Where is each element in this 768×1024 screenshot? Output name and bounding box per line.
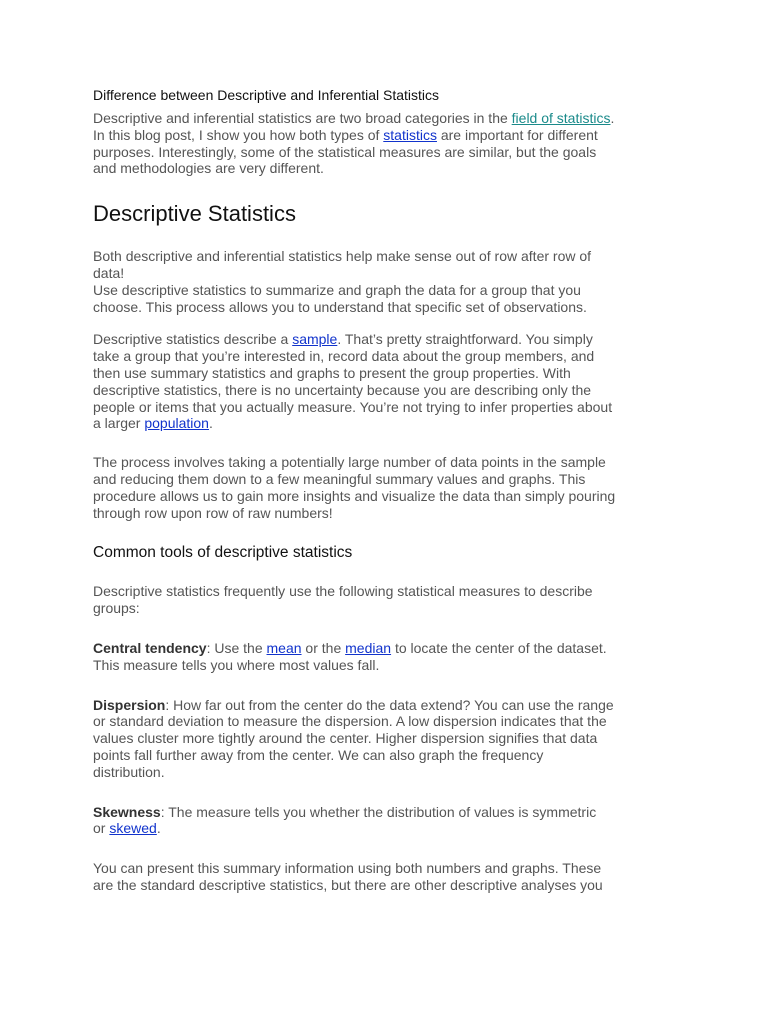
p2-text: . That’s pretty straightforward. You simply: [337, 331, 593, 348]
p2-text: .: [208, 415, 213, 432]
p5-line-2: are the standard descriptive statistics, but there are other descriptive analyses you: [93, 876, 603, 893]
median-link[interactable]: median: [345, 639, 392, 656]
p3-line-2: and reducing them down to a few meaningful summary values and graphs. This: [93, 470, 586, 487]
document-page: [93, 86, 673, 894]
skewness-line-2: [93, 820, 673, 837]
skewness-item: [93, 804, 673, 838]
p4-line-1: Descriptive statistics frequently use the following statistical measures to describe: [93, 583, 593, 600]
paragraph-3: [93, 454, 673, 521]
intro-line-3: purposes. Interestingly, some of the statistical measures are similar, but the goals: [93, 143, 597, 160]
p3-line-1: The process involves taking a potentially large number of data points in the sample: [93, 454, 606, 471]
p1-line-1: Both descriptive and inferential statistics help make sense out of row after row of: [93, 248, 592, 265]
intro-paragraph: [93, 110, 673, 177]
skewness-text: : The measure tells you whether the distribution of values is symmetric: [160, 803, 597, 820]
subheading: Common tools of descriptive statistics: [93, 544, 353, 562]
intro-text: Descriptive and inferential statistics are two broad categories in the: [93, 110, 512, 126]
dispersion-item: [93, 697, 673, 781]
skewed-link[interactable]: skewed: [109, 820, 157, 837]
p1-line-4: choose. This process allows you to understand that specific set of observations.: [93, 298, 587, 315]
intro-line-1: [93, 110, 673, 127]
p2-line-1: [93, 331, 673, 348]
p2-line-4: descriptive statistics, there is no uncertainty because you are describing only the: [93, 381, 592, 398]
skewness-text: or: [93, 820, 110, 837]
p5-line-1: You can present this summary information using both numbers and graphs. These: [93, 860, 602, 877]
central-text: or the: [301, 639, 346, 656]
dispersion-text: : How far out from the center do the data extend? You can use the range: [165, 696, 614, 713]
central-line-2: This measure tells you where most values fall.: [93, 656, 380, 673]
intro-line-4: and methodologies are very different.: [93, 160, 324, 177]
p3-line-3: procedure allows us to gain more insights and visualize the data than simply pouring: [93, 487, 616, 504]
central-tendency-item: [93, 640, 673, 674]
document-title: Difference between Descriptive and Inferential Statistics: [93, 87, 440, 103]
skewness-term: Skewness: [93, 803, 161, 820]
dispersion-term: Dispersion: [93, 696, 166, 713]
intro-text: .: [610, 110, 615, 126]
p2-line-6: [93, 415, 673, 432]
dispersion-line-1: [93, 697, 673, 714]
paragraph-2: [93, 331, 673, 432]
paragraph-1: [93, 248, 673, 315]
dispersion-line-3: values cluster more tightly around the center. Higher dispersion signifies that data: [93, 730, 598, 747]
skewness-line-1: [93, 804, 673, 821]
field-of-statistics-link[interactable]: field of statistics: [511, 110, 611, 126]
statistics-link[interactable]: statistics: [383, 126, 437, 143]
p4-line-2: groups:: [93, 600, 140, 617]
paragraph-4: [93, 583, 673, 617]
p3-line-4: through row upon row of raw numbers!: [93, 504, 333, 521]
paragraph-5: [93, 860, 673, 894]
p1-line-3: Use descriptive statistics to summarize and graph the data for a group that you: [93, 281, 581, 298]
p2-text: Descriptive statistics describe a: [93, 331, 293, 348]
intro-line-2: [93, 127, 673, 144]
dispersion-line-4: points fall further away from the center. We can also graph the frequency: [93, 746, 544, 763]
skewness-text: .: [156, 820, 161, 837]
mean-link[interactable]: mean: [266, 639, 302, 656]
central-line-1: [93, 640, 673, 657]
p2-text: a larger: [93, 415, 145, 432]
dispersion-line-2: or standard deviation to measure the dispersion. A low dispersion indicates that the: [93, 713, 607, 730]
central-text: : Use the: [206, 639, 267, 656]
sample-link[interactable]: sample: [292, 331, 338, 348]
intro-text: In this blog post, I show you how both types of: [93, 126, 384, 143]
dispersion-line-5: distribution.: [93, 763, 165, 780]
p2-line-5: people or items that you actually measure. You’re not trying to infer properties about: [93, 398, 613, 415]
p1-line-2: data!: [93, 264, 125, 281]
central-tendency-term: Central tendency: [93, 639, 207, 656]
central-text: to locate the center of the dataset.: [391, 639, 607, 656]
p2-line-3: then use summary statistics and graphs to present the group properties. With: [93, 364, 571, 381]
intro-text: are important for different: [436, 126, 598, 143]
section-heading: Descriptive Statistics: [93, 201, 296, 227]
p2-line-2: take a group that you’re interested in, record data about the group members, and: [93, 348, 595, 365]
population-link[interactable]: population: [144, 415, 209, 432]
